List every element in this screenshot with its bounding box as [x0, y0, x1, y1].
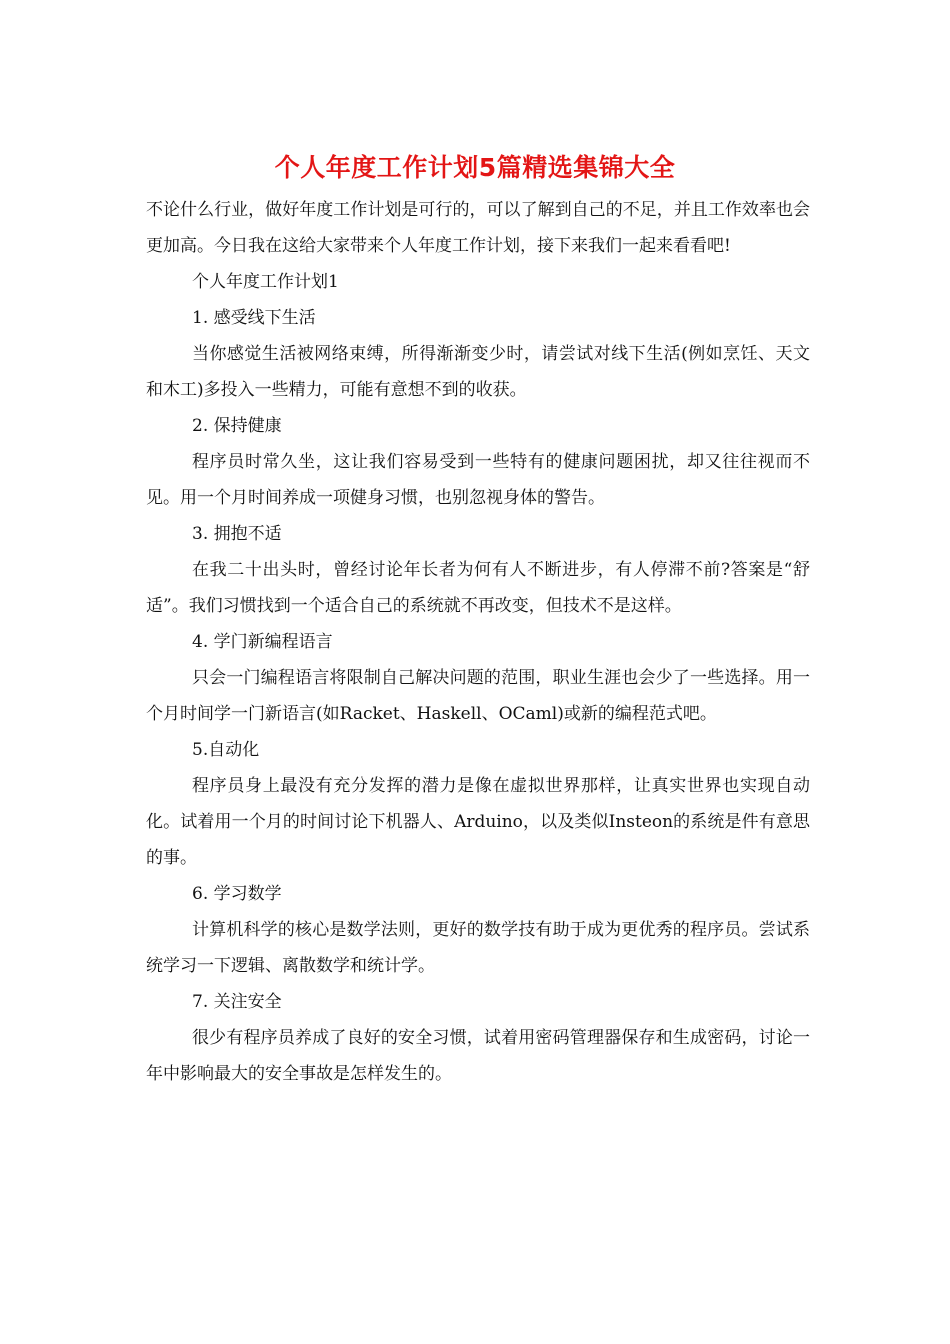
paragraph: 程序员身上最没有充分发挥的潜力是像在虚拟世界那样，让真实世界也实现自动化。试着用一个月的时间讨论下机器人、Arduino，以及类似Insteon的系统是件有意思的事。: [146, 776, 810, 868]
paragraph: 4. 学门新编程语言: [192, 632, 333, 652]
paragraph: 1. 感受线下生活: [192, 308, 316, 328]
paragraph: 7. 关注安全: [192, 992, 282, 1012]
paragraph: 在我二十出头时，曾经讨论年长者为何有人不断进步，有人停滞不前?答案是“舒适”。我们习惯找到一个适合自己的系统就不再改变，但技术不是这样。: [146, 560, 810, 616]
paragraph: 3. 拥抱不适: [192, 524, 282, 544]
paragraph: 6. 学习数学: [192, 884, 282, 904]
document-body: [146, 192, 810, 1092]
document-title: 个人年度工作计划5篇精选集锦大全: [274, 153, 676, 182]
paragraph: 很少有程序员养成了良好的安全习惯，试着用密码管理器保存和生成密码，讨论一年中影响最大的安全事故是怎样发生的。: [146, 1028, 810, 1084]
paragraph: 不论什么行业，做好年度工作计划是可行的，可以了解到自己的不足，并且工作效率也会更加高。今日我在这给大家带来个人年度工作计划，接下来我们一起来看看吧!: [146, 200, 810, 256]
paragraph: 只会一门编程语言将限制自己解决问题的范围，职业生涯也会少了一些选择。用一个月时间学一门新语言(如Racket、Haskell、OCaml)或新的编程范式吧。: [146, 668, 810, 724]
paragraph: 5.自动化: [192, 740, 260, 760]
paragraph: 个人年度工作计划1: [192, 272, 339, 292]
paragraph: 2. 保持健康: [192, 416, 282, 436]
paragraph: 计算机科学的核心是数学法则，更好的数学技有助于成为更优秀的程序员。尝试系统学习一下逻辑、离散数学和统计学。: [146, 920, 810, 976]
paragraph: 程序员时常久坐，这让我们容易受到一些特有的健康问题困扰，却又往往视而不见。用一个月时间养成一项健身习惯，也别忽视身体的警告。: [146, 452, 810, 508]
paragraph: 当你感觉生活被网络束缚，所得渐渐变少时，请尝试对线下生活(例如烹饪、天文和木工)多投入一些精力，可能有意想不到的收获。: [146, 344, 810, 400]
